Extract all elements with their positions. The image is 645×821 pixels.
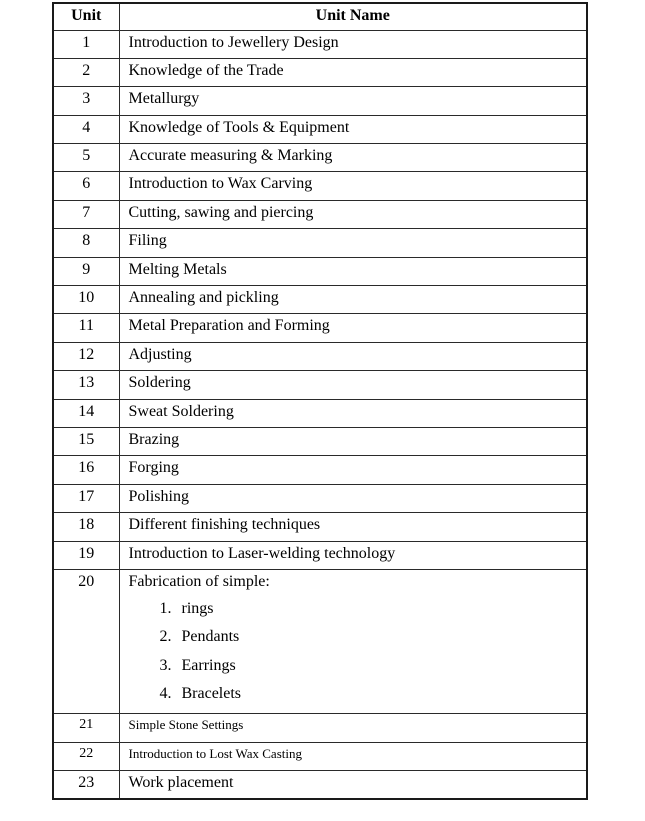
table-row xyxy=(53,541,587,569)
unit-name-cell xyxy=(119,456,587,484)
table-row xyxy=(53,484,587,512)
unit-number-cell: 13 xyxy=(53,371,119,399)
unit-name-cell xyxy=(119,399,587,427)
table-row xyxy=(53,427,587,455)
table-row xyxy=(53,30,587,58)
units-table xyxy=(52,2,588,800)
unit-name-cell xyxy=(119,257,587,285)
unit-name-text: Fabrication of simple: xyxy=(128,572,270,590)
unit-name-cell xyxy=(119,569,587,714)
table-row xyxy=(53,87,587,115)
unit-number-cell: 9 xyxy=(53,257,119,285)
unit-number-cell: 10 xyxy=(53,286,119,314)
table-row xyxy=(53,342,587,370)
table-row xyxy=(53,513,587,541)
unit-number-cell: 1 xyxy=(53,30,119,58)
unit-name-text: Soldering xyxy=(128,374,191,392)
unit-number-cell: 20 xyxy=(53,569,119,714)
unit-name-cell xyxy=(119,513,587,541)
unit-column-header: Unit xyxy=(53,3,119,30)
unit-name-text: Adjusting xyxy=(128,345,192,363)
unit-number-cell: 8 xyxy=(53,229,119,257)
unit-name-text: Sweat Soldering xyxy=(128,402,234,420)
unit-name-cell xyxy=(119,314,587,342)
unit-name-text: Polishing xyxy=(128,487,189,505)
unit-name-text: Knowledge of the Trade xyxy=(128,61,284,79)
table-row xyxy=(53,456,587,484)
unit-name-cell xyxy=(119,30,587,58)
unit-name-column-header: Unit Name xyxy=(119,3,587,30)
table-row xyxy=(53,714,587,742)
unit-name-cell xyxy=(119,742,587,770)
unit-number-cell: 6 xyxy=(53,172,119,200)
unit-number-cell: 14 xyxy=(53,399,119,427)
unit-name-text: Introduction to Wax Carving xyxy=(128,175,313,193)
unit-name-text: Metal Preparation and Forming xyxy=(128,317,330,335)
unit-name-text: Filing xyxy=(128,232,167,250)
unit-name-cell xyxy=(119,342,587,370)
fabrication-items-list xyxy=(129,600,579,703)
unit-name-text: Cutting, sawing and piercing xyxy=(128,203,314,221)
unit-name-cell xyxy=(119,484,587,512)
table-row xyxy=(53,314,587,342)
table-row xyxy=(53,569,587,714)
unit-name-cell xyxy=(119,172,587,200)
unit-name-cell xyxy=(119,58,587,86)
unit-number-cell: 4 xyxy=(53,115,119,143)
fabrication-item: 2. Pendants xyxy=(176,628,579,645)
table-row xyxy=(53,229,587,257)
unit-name-cell xyxy=(119,541,587,569)
unit-number-cell: 5 xyxy=(53,144,119,172)
unit-name-text: Accurate measuring & Marking xyxy=(128,147,333,165)
unit-number-cell: 15 xyxy=(53,427,119,455)
unit-name-text: Melting Metals xyxy=(128,260,227,278)
table-row xyxy=(53,115,587,143)
unit-name-text: Simple Stone Settings xyxy=(128,717,244,733)
unit-number-cell: 3 xyxy=(53,87,119,115)
unit-number-cell: 7 xyxy=(53,200,119,228)
table-row xyxy=(53,200,587,228)
unit-name-cell xyxy=(119,115,587,143)
table-row xyxy=(53,172,587,200)
table-row xyxy=(53,771,587,799)
unit-name-text: Introduction to Lost Wax Casting xyxy=(128,745,302,761)
unit-name-text: Forging xyxy=(128,459,179,477)
unit-number-cell: 17 xyxy=(53,484,119,512)
unit-number-cell: 18 xyxy=(53,513,119,541)
table-row xyxy=(53,399,587,427)
unit-number-cell: 21 xyxy=(53,714,119,742)
table-row xyxy=(53,371,587,399)
table-row xyxy=(53,144,587,172)
unit-number-cell: 12 xyxy=(53,342,119,370)
unit-name-text: Work placement xyxy=(128,774,234,792)
unit-name-cell xyxy=(119,229,587,257)
fabrication-item: 3. Earrings xyxy=(176,657,579,674)
unit-number-cell: 2 xyxy=(53,58,119,86)
unit-name-text: Annealing and pickling xyxy=(128,289,279,307)
unit-name-cell xyxy=(119,714,587,742)
unit-name-cell xyxy=(119,87,587,115)
unit-number-cell: 23 xyxy=(53,771,119,799)
unit-number-cell: 16 xyxy=(53,456,119,484)
unit-name-text: Introduction to Laser-welding technology xyxy=(128,544,396,562)
fabrication-item: 1. rings xyxy=(176,600,579,617)
unit-name-cell xyxy=(119,200,587,228)
table-row xyxy=(53,286,587,314)
unit-name-text: Introduction to Jewellery Design xyxy=(128,33,339,51)
unit-name-text: Brazing xyxy=(128,430,180,448)
unit-name-cell xyxy=(119,427,587,455)
unit-name-text: Metallurgy xyxy=(128,90,200,108)
fabrication-item: 4. Bracelets xyxy=(176,685,579,702)
unit-number-cell: 11 xyxy=(53,314,119,342)
unit-number-cell: 22 xyxy=(53,742,119,770)
table-header-row xyxy=(53,3,587,30)
unit-name-text: Knowledge of Tools & Equipment xyxy=(128,118,350,136)
unit-number-cell: 19 xyxy=(53,541,119,569)
unit-name-cell xyxy=(119,771,587,799)
unit-name-cell xyxy=(119,371,587,399)
table-body xyxy=(53,30,587,799)
unit-name-cell xyxy=(119,286,587,314)
unit-name-text: Different finishing techniques xyxy=(128,516,321,534)
table-row xyxy=(53,742,587,770)
table-row xyxy=(53,58,587,86)
unit-name-cell xyxy=(119,144,587,172)
table-row xyxy=(53,257,587,285)
